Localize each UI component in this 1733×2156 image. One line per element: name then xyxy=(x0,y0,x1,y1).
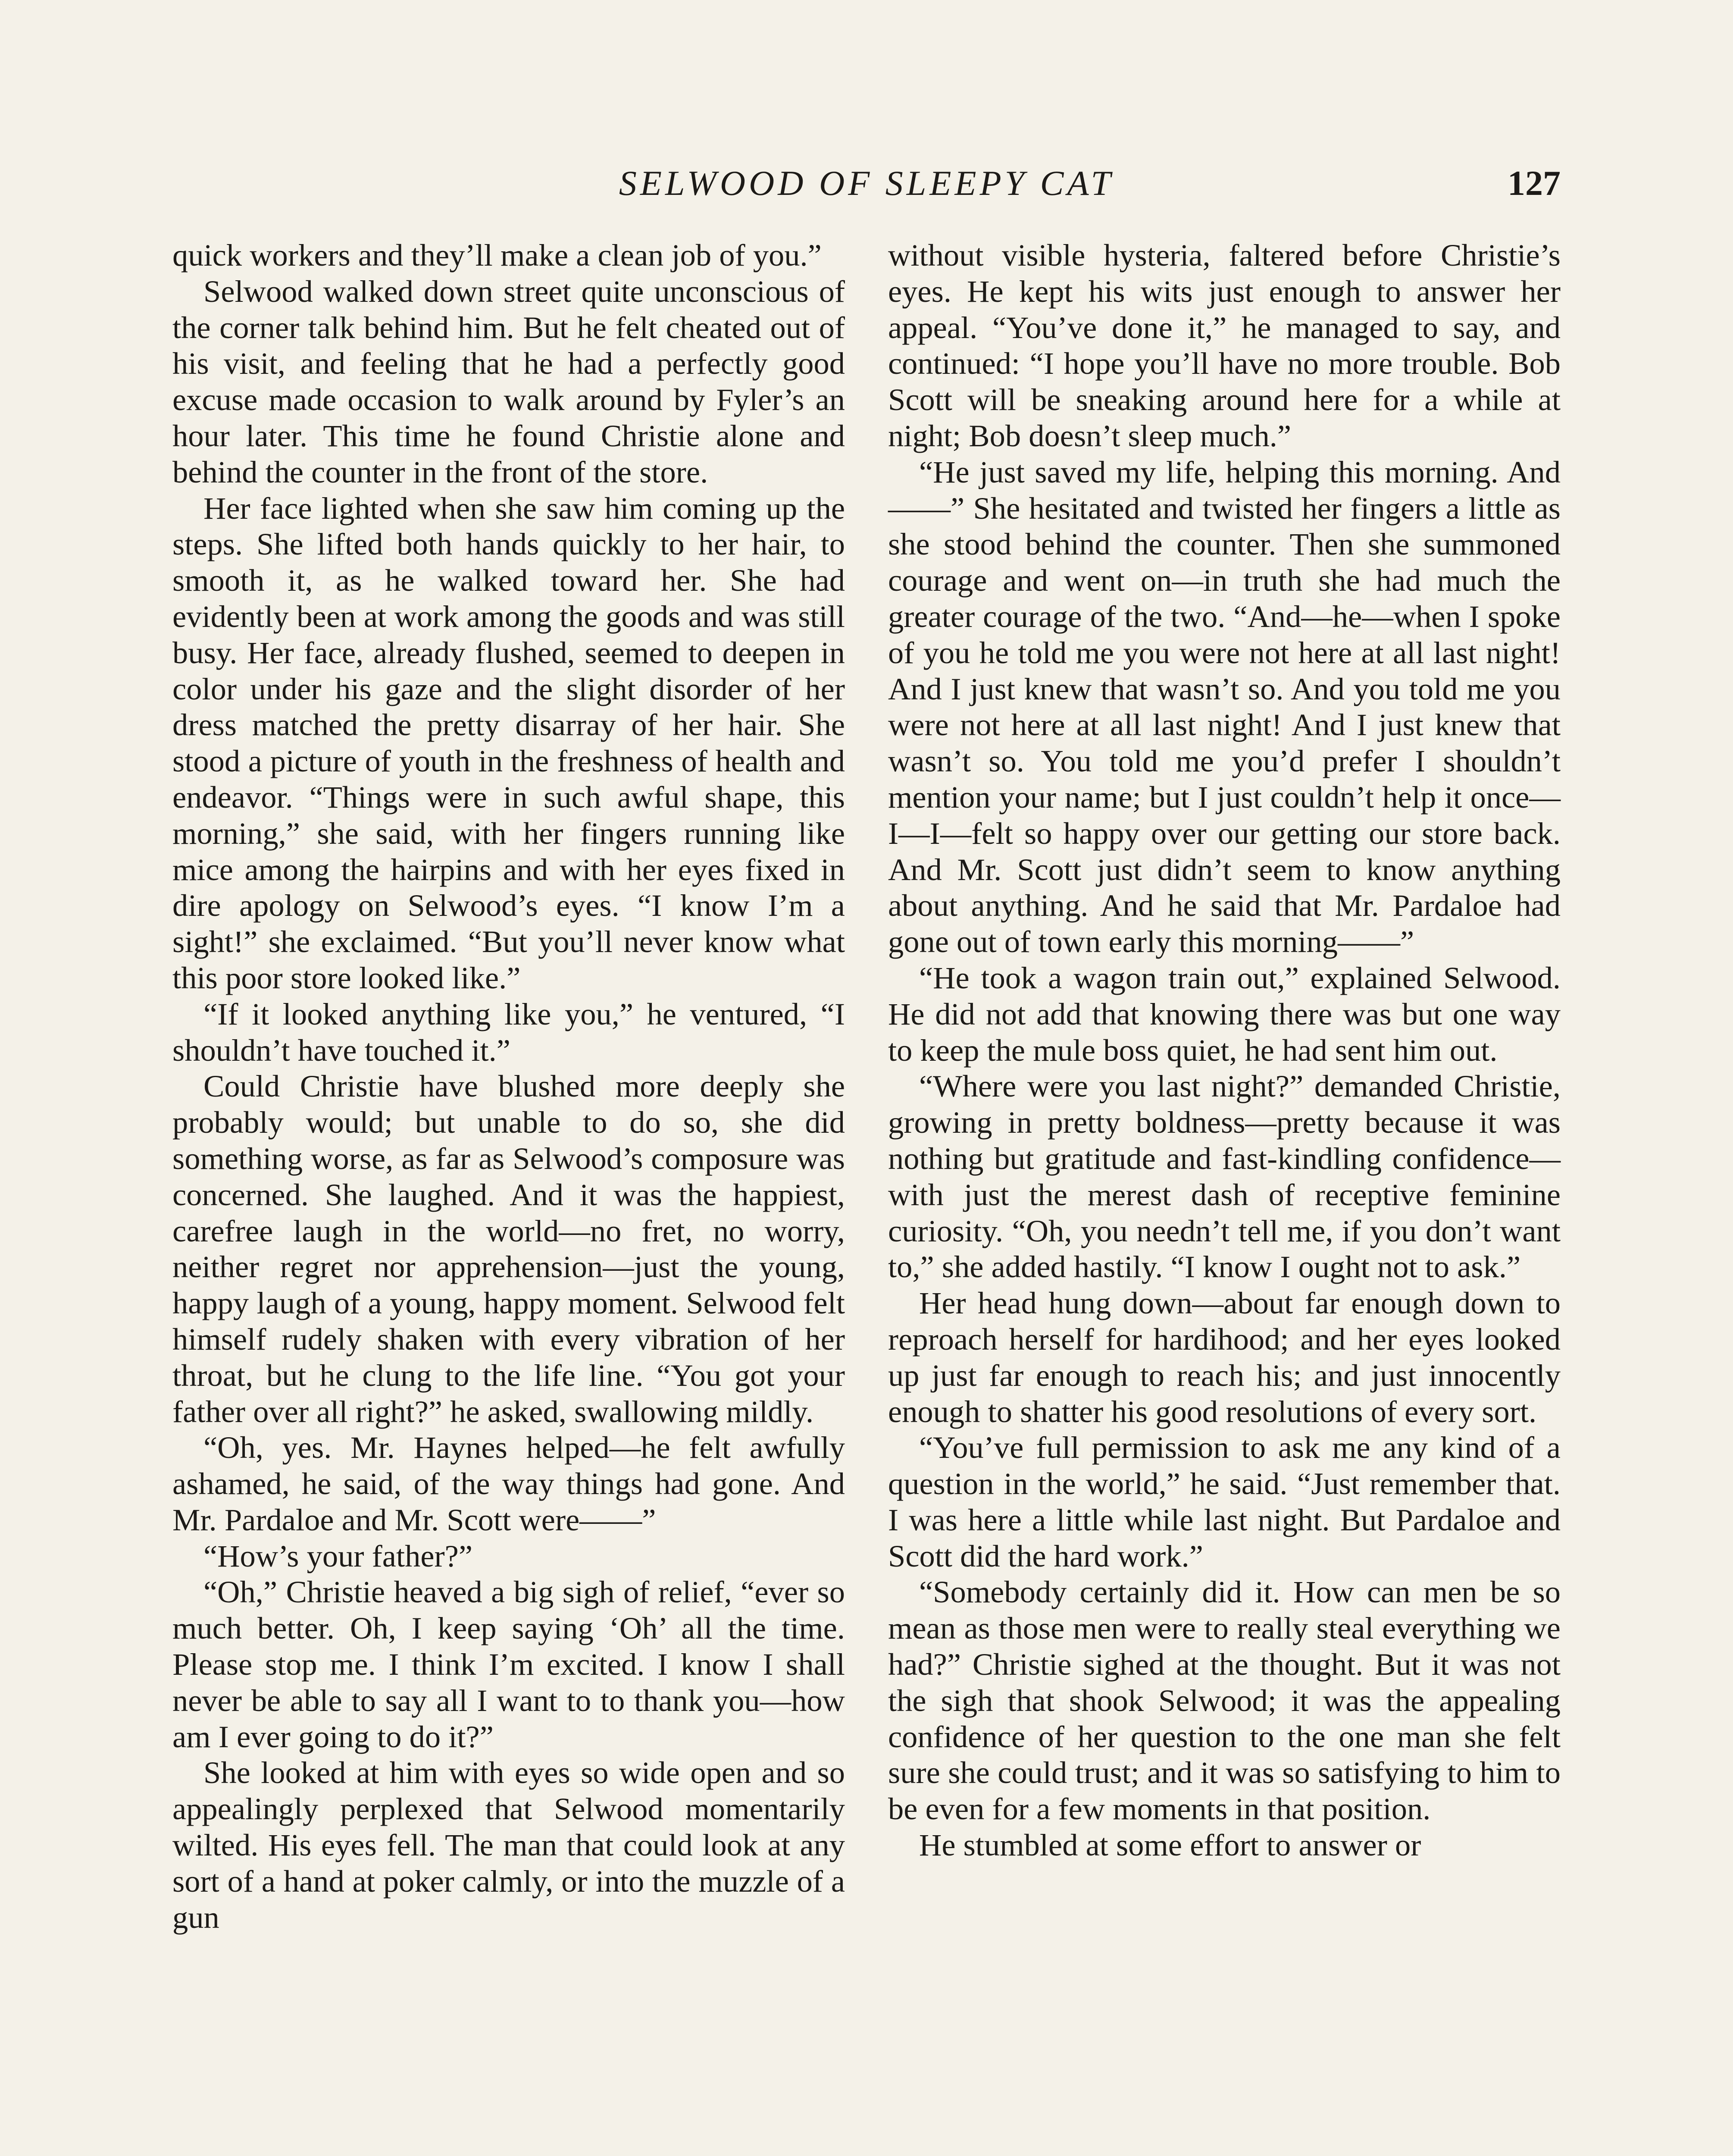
left-column xyxy=(172,237,845,2156)
paragraph: “Oh, yes. Mr. Haynes helped—he felt awfully ashamed, he said, of the way things had gone. And Mr. Pardaloe and Mr. Scott were——” xyxy=(172,1430,845,1537)
paragraph: “He took a wagon train out,” explained Selwood. He did not add that knowing there was but one way to keep the mule boss quiet, he had sent him out. xyxy=(888,960,1561,1068)
paragraph: Her head hung down—about far enough down to reproach herself for hardihood; and her eyes looked up just far enough to reach his; and just innocently enough to shatter his good resolutions of every sort. xyxy=(888,1285,1561,1429)
paragraph: Selwood walked down street quite unconscious of the corner talk behind him. But he felt cheated out of his visit, and feeling that he had a perfectly good excuse made occasion to walk around by Fyler’s an hour later. This time he found Christie alone and behind the counter in the front of the store. xyxy=(172,273,845,489)
paragraph: “If it looked anything like you,” he ventured, “I shouldn’t have touched it.” xyxy=(172,996,845,1068)
running-head: SELWOOD OF SLEEPY CAT xyxy=(619,163,1114,203)
paragraph: “Where were you last night?” demanded Christie, growing in pretty boldness—pretty because it was nothing but gratitude and fast-kindling confidence—with just the merest dash of receptive feminine curiosity. “Oh, you needn’t tell me, if you don’t want to,” she added hastily. “I know I ought not to ask.” xyxy=(888,1069,1561,1285)
paragraph: “He just saved my life, helping this morning. And——” She hesitated and twisted her fingers a little as she stood behind the counter. Then she summoned courage and went on—in truth she had much the greater courage of the two. “And—he—when I spoke of you he told me you were not here at all last night! And I just knew that wasn’t so. And you told me you were not here at all last night! And I just knew that wasn’t so. You told me you’d prefer I shouldn’t mention your name; but I just couldn’t help it once—I—I—felt so happy over our getting our store back. And Mr. Scott just didn’t seem to know anything about anything. And he said that Mr. Pardaloe had gone out of town early this morning——” xyxy=(888,454,1561,959)
text-columns xyxy=(172,237,1561,2156)
paragraph: “Oh,” Christie heaved a big sigh of relief, “ever so much better. Oh, I keep saying ‘Oh’ all the time. Please stop me. I think I’m excited. I know I shall never be able to say all I want to to thank you—how am I ever going to do it?” xyxy=(172,1574,845,1754)
paragraph: He stumbled at some effort to answer or xyxy=(919,1827,1421,1863)
page-header xyxy=(172,155,1561,211)
paragraph: Her face lighted when she saw him coming up the steps. She lifted both hands quickly to her hair, to smooth it, as he walked toward her. She had evidently been at work among the goods and was still busy. Her face, already flushed, seemed to deepen in color under his gaze and the slight disorder of her dress matched the pretty disarray of her hair. She stood a picture of youth in the freshness of health and endeavor. “Things were in such awful shape, this morning,” she said, with her fingers running like mice among the hairpins and with her eyes fixed in dire apology on Selwood’s eyes. “I know I’m a sight!” she exclaimed. “But you’ll never know what this poor store looked like.” xyxy=(172,490,845,995)
page-number: 127 xyxy=(1508,163,1561,203)
paragraph: Could Christie have blushed more deeply she probably would; but unable to do so, she did something worse, as far as Selwood’s composure was concerned. She laughed. And it was the happiest, carefree laugh in the world—no fret, no worry, neither regret nor apprehension—just the young, happy laugh of a young, happy moment. Selwood felt himself rudely shaken with every vibration of her throat, but he clung to the life line. “You got your father over all right?” he asked, swallowing mildly. xyxy=(172,1069,845,1429)
paragraph: “You’ve full permission to ask me any kind of a question in the world,” he said. “Just remember that. I was here a little while last night. But Pardaloe and Scott did the hard work.” xyxy=(888,1430,1561,1573)
paragraph: She looked at him with eyes so wide open and so appealingly perplexed that Selwood momentarily wilted. His eyes fell. The man that could look at any sort of a hand at poker calmly, or into the muzzle of a gun xyxy=(172,1755,845,1935)
paragraph: quick workers and they’ll make a clean job of you.” xyxy=(172,238,822,273)
paragraph: “How’s your father?” xyxy=(203,1538,473,1573)
paragraph: without visible hysteria, faltered before Christie’s eyes. He kept his wits just enough to answer her appeal. “You’ve done it,” he managed to say, and continued: “I hope you’ll have no more trouble. Bob Scott will be sneaking around here for a while at night; Bob doesn’t sleep much.” xyxy=(888,238,1561,453)
right-column xyxy=(888,237,1561,2156)
paragraph: “Somebody certainly did it. How can men be so mean as those men were to really steal everything we had?” Christie sighed at the thought. But it was not the sigh that shook Selwood; it was the appealing confidence of her question to the one man she felt sure she could trust; and it was so satisfying to him to be even for a few moments in that position. xyxy=(888,1574,1561,1827)
